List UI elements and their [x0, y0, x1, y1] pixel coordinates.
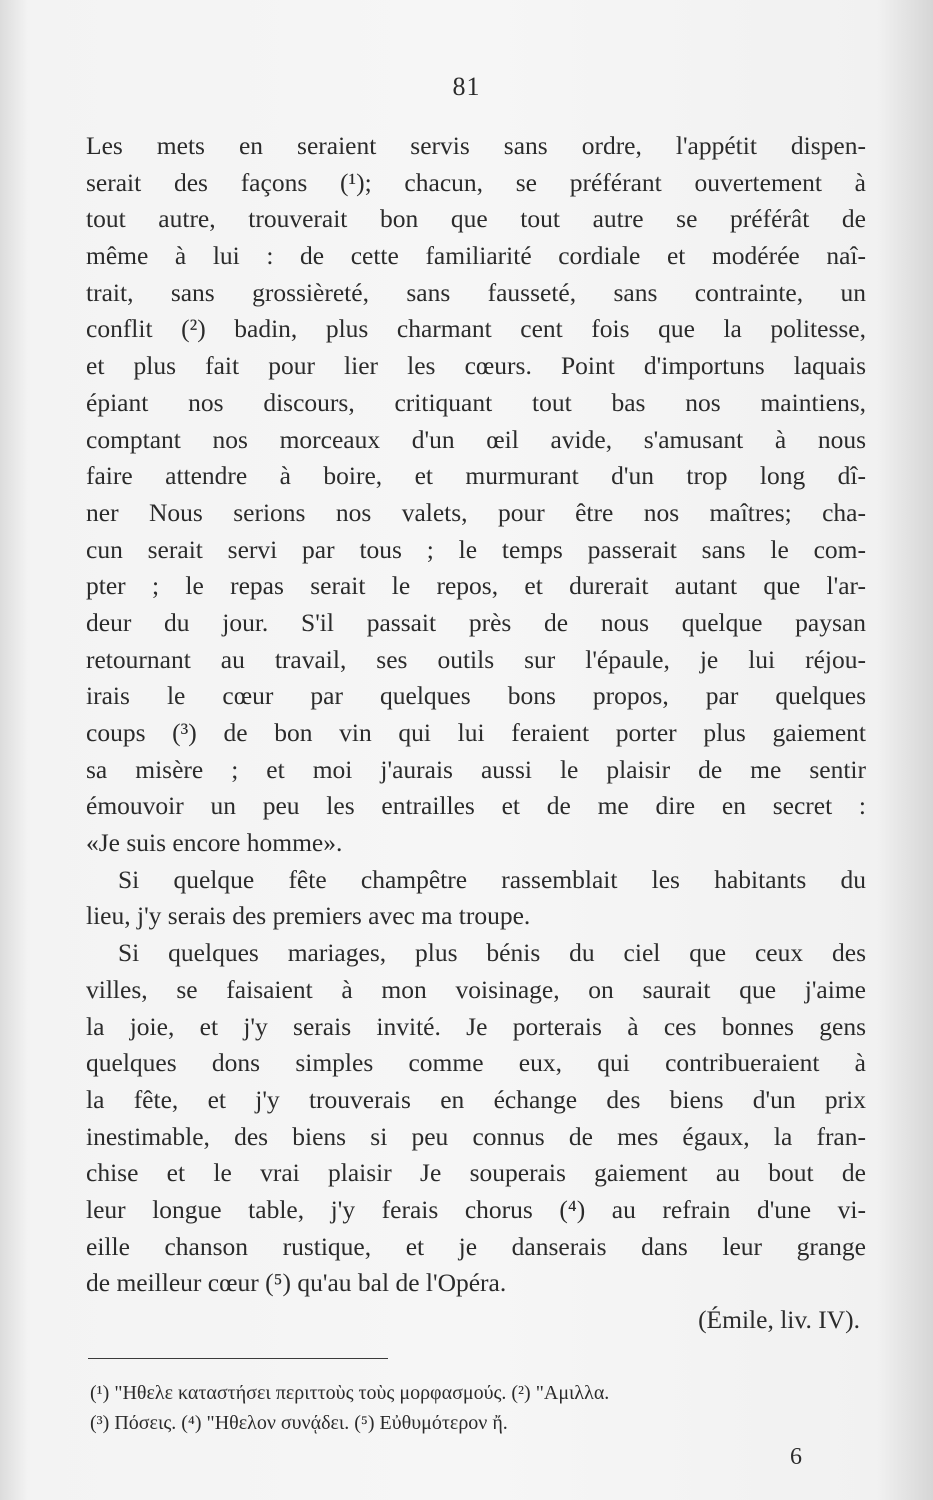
page-number: 81: [452, 72, 481, 101]
text-line: comptant nos morceaux d'un œil avide, s'amusant à nous: [86, 424, 866, 454]
text-line: villes, se faisaient à mon voisinage, on saurait que j'aime: [86, 974, 866, 1004]
footnote: (¹) "Ηθελε καταστήσει περιττοὺς τοὺς μορφασμούς. (²) "Αμιλλα.: [90, 1382, 610, 1404]
text-line: retournant au travail, ses outils sur l'épaule, je lui réjou-: [86, 644, 866, 674]
attribution: (Émile, liv. IV).: [698, 1305, 860, 1334]
text-line: chise et le vrai plaisir Je souperais gaiement au bout de: [86, 1158, 866, 1188]
text-line: Si quelque fête champêtre rassemblait les habitants du: [118, 864, 866, 894]
text-line: ner Nous serions nos valets, pour être nos maîtres; cha-: [86, 497, 866, 527]
text-line: irais le cœur par quelques bons propos, par quelques: [86, 681, 866, 711]
footnotes: [90, 1378, 870, 1438]
text-line: de meilleur cœur (⁵) qu'au bal de l'Opéra.: [86, 1268, 507, 1298]
text-line: deur du jour. S'il passait près de nous quelque paysan: [86, 607, 866, 637]
text-line: eille chanson rustique, et je danserais dans leur grange: [86, 1231, 866, 1261]
signature-mark: 6: [790, 1444, 802, 1470]
text-line: épiant nos discours, critiquant tout bas nos maintiens,: [86, 387, 866, 417]
text-line: inestimable, des biens si peu connus de mes égaux, la fran-: [86, 1121, 866, 1151]
text-line: «Je suis encore homme».: [86, 828, 343, 858]
text-line: conflit (²) badin, plus charmant cent fois que la politesse,: [86, 314, 866, 344]
text-line: et plus fait pour lier les cœurs. Point d'importuns laquais: [86, 351, 866, 381]
text-line: trait, sans grossièreté, sans fausseté, sans contrainte, un: [86, 277, 866, 307]
text-line: leur longue table, j'y ferais chorus (⁴) au refrain d'une vi-: [86, 1194, 866, 1224]
text-line: la fête, et j'y trouverais en échange des biens d'un prix: [86, 1084, 866, 1114]
text-line: pter ; le repas serait le repos, et durerait autant que l'ar-: [86, 571, 866, 601]
text-line: Les mets en seraient servis sans ordre, l'appétit dispen-: [86, 131, 866, 160]
footnote-rule: [88, 1358, 388, 1359]
body-text: [86, 128, 866, 1339]
text-line: quelques dons simples comme eux, qui contribueraient à: [86, 1048, 866, 1078]
text-line: tout autre, trouverait bon que tout autre se préférât de: [86, 204, 866, 234]
text-line: cun serait servi par tous ; le temps passerait sans le com-: [86, 534, 866, 564]
footnote: (³) Πόσεις. (⁴) "Ηθελον συνᾴδει. (⁵) Εὐθυμότερον ἤ.: [90, 1412, 508, 1434]
text-line: la joie, et j'y serais invité. Je porterais à ces bonnes gens: [86, 1011, 866, 1041]
text-line: faire attendre à boire, et murmurant d'un trop long dî-: [86, 461, 866, 491]
text-line: coups (³) de bon vin qui lui feraient porter plus gaiement: [86, 718, 866, 747]
text-line: sa misère ; et moi j'aurais aussi le plaisir de me sentir: [86, 754, 866, 784]
text-line: même à lui : de cette familiarité cordiale et modérée naî-: [86, 241, 866, 271]
text-line: serait des façons (¹); chacun, se préférant ouvertement à: [86, 167, 866, 197]
text-line: émouvoir un peu les entrailles et de me dire en secret :: [86, 791, 866, 821]
text-line: lieu, j'y serais des premiers avec ma troupe.: [86, 901, 531, 931]
text-line: Si quelques mariages, plus bénis du ciel que ceux des: [118, 938, 866, 968]
